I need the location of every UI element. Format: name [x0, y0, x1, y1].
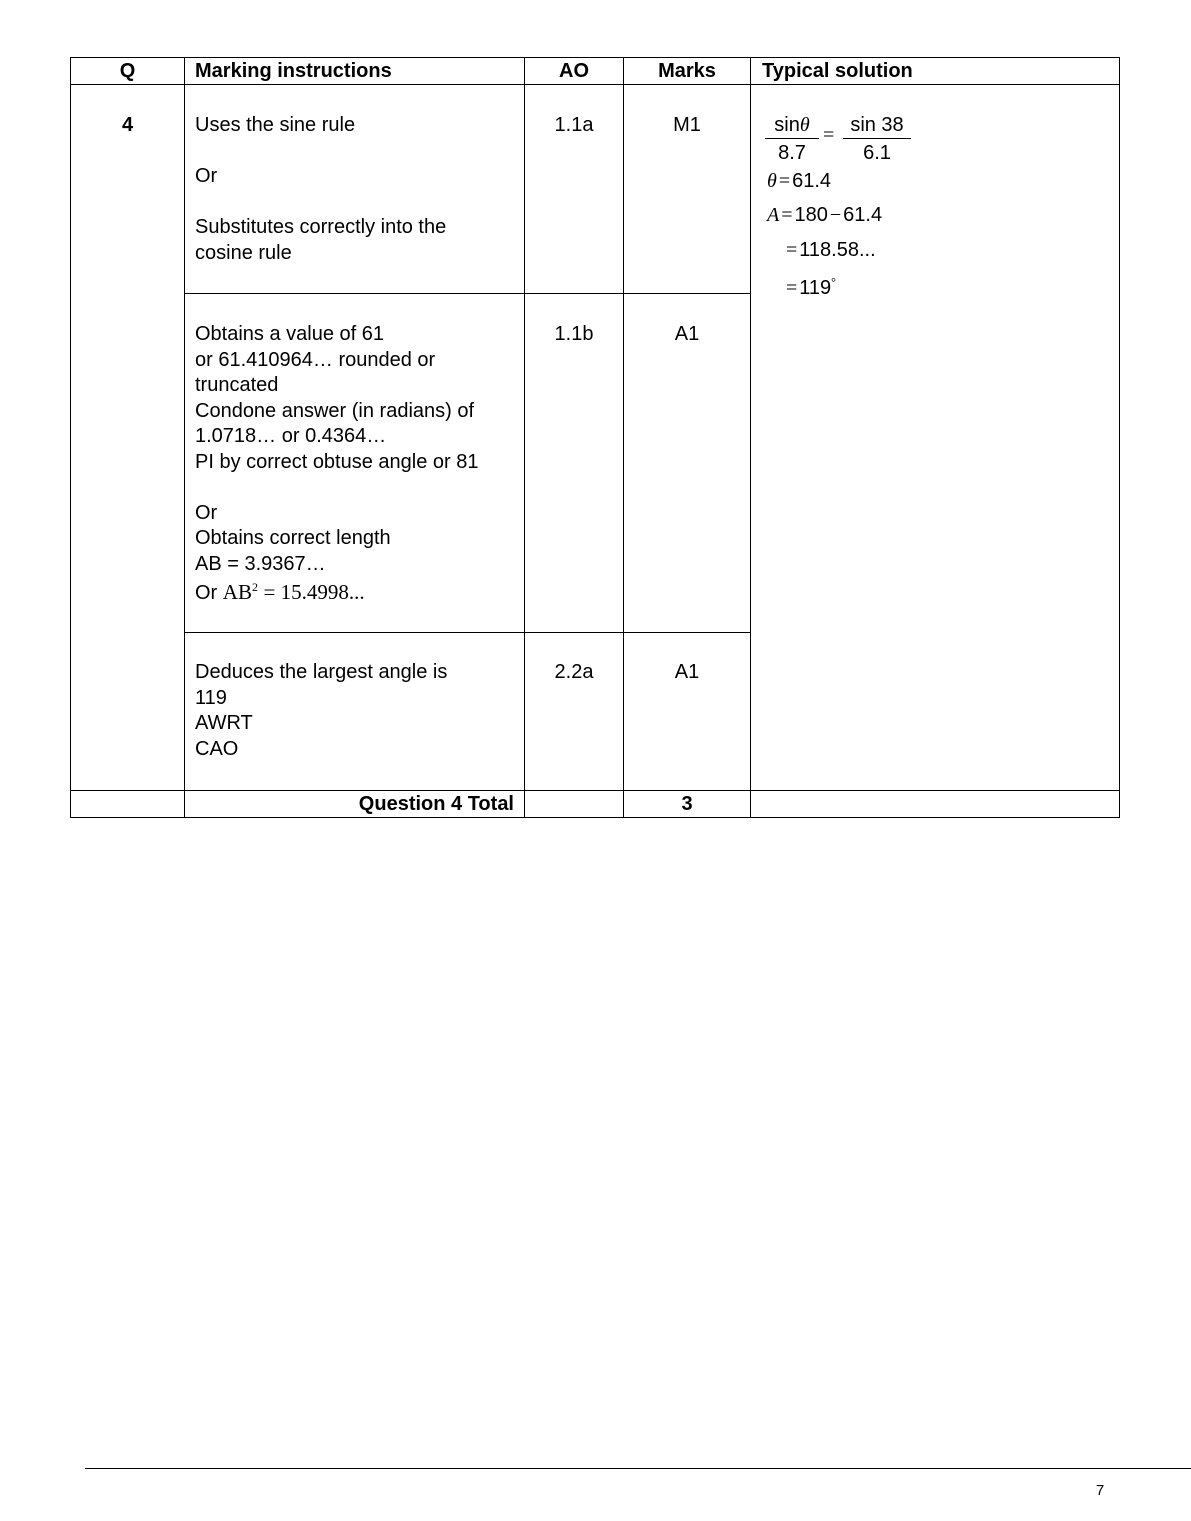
- row2-marks: A1: [674, 323, 700, 345]
- fraction-2-numerator: sin 38: [850, 114, 904, 136]
- row1-marking-text: Uses the sine rule Or Substitutes correctly into the cosine rule: [195, 114, 447, 264]
- header-q: Q: [119, 60, 136, 82]
- col-line-5: [1119, 57, 1120, 818]
- degree-symbol: °: [831, 275, 836, 289]
- fraction-1-denominator: 8.7: [778, 142, 806, 164]
- row3-marks: A1: [674, 661, 700, 683]
- row-divider-1: [184, 293, 751, 294]
- row2-ao: 1.1b: [554, 323, 594, 345]
- solution-equals-sign: =: [823, 124, 835, 146]
- intermediate-value: 118.58...: [799, 239, 876, 261]
- row1-ao: 1.1a: [554, 114, 594, 136]
- equals-sign: =: [786, 277, 798, 299]
- fraction-1-var: θ: [799, 114, 810, 136]
- fraction-1-fn: sin: [774, 114, 800, 136]
- solution-fraction-1: [765, 113, 819, 165]
- total-divider: [70, 790, 1120, 791]
- col-line-0: [70, 57, 71, 818]
- solution-line-intermediate: [784, 237, 876, 263]
- row3-ao: 2.2a: [554, 661, 594, 683]
- col-line-1: [184, 57, 185, 818]
- minus-sign: −: [829, 204, 842, 226]
- a-term-2: 61.4: [843, 204, 883, 226]
- row2-formula-rest: = 15.4998...: [263, 580, 365, 604]
- row3-marking-text: Deduces the largest angle is 119 AWRT CAO: [195, 661, 448, 760]
- header-typical-solution: Typical solution: [762, 60, 913, 82]
- col-line-4: [750, 57, 751, 818]
- page-number: 7: [1095, 1482, 1105, 1499]
- row2-formula-prefix: Or: [195, 582, 218, 604]
- solution-line-final: [784, 275, 836, 301]
- final-value: 119: [799, 277, 832, 299]
- solution-line-theta: [767, 168, 831, 194]
- equals-sign: =: [786, 239, 798, 261]
- fraction-2-denominator: 6.1: [863, 142, 891, 164]
- total-marks: 3: [681, 793, 693, 815]
- theta-symbol: θ: [767, 170, 777, 192]
- col-line-3: [623, 57, 624, 818]
- table-border-bottom: [70, 817, 1120, 818]
- solution-line-a: [767, 202, 882, 228]
- total-label: Question 4 Total: [358, 793, 514, 815]
- row2-formula: [195, 579, 365, 606]
- header-marking-instructions: Marking instructions: [195, 60, 392, 82]
- row2-marking-text: Obtains a value of 61 or 61.410964… rounded or truncated Condone answer (in radians) of 1.0718… or 0.4364… PI by correct obtuse angle or 81 Or Obtains correct length AB = 3.9367…: [195, 323, 479, 575]
- question-number: 4: [121, 114, 134, 136]
- solution-fraction-2: [843, 113, 911, 165]
- footer-rule: [85, 1468, 1191, 1469]
- equals-sign: =: [778, 170, 791, 192]
- header-divider: [70, 84, 1120, 85]
- row-divider-2: [184, 632, 751, 633]
- header-marks: Marks: [658, 60, 716, 82]
- equals-sign: =: [781, 204, 793, 226]
- header-ao: AO: [559, 60, 589, 82]
- a-term-1: 180: [794, 204, 828, 226]
- a-symbol: A: [767, 204, 780, 226]
- theta-value: 61.4: [792, 170, 832, 192]
- table-border-top: [70, 57, 1120, 58]
- row2-formula-base: AB: [222, 580, 252, 604]
- row2-formula-exponent: 2: [251, 580, 258, 594]
- row1-marks: M1: [673, 114, 701, 136]
- col-line-2: [524, 57, 525, 818]
